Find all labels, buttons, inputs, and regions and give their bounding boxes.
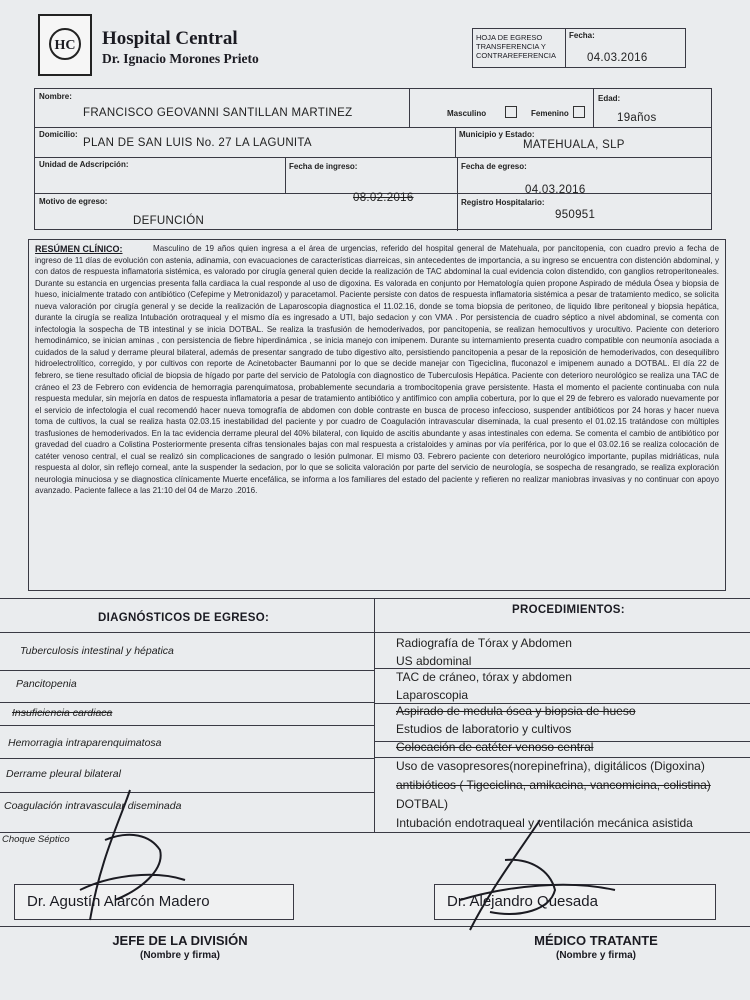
procedure-item: TAC de cráneo, tórax y abdomen [396, 670, 572, 684]
summary-text: Masculino de 19 años quien ingresa a el área de urgencias, referido del hospital general de Matehuala, por pancitopenia, con cuadro previo a fecha de ingreso de 11 días de evolución con astenia, adinamia, con evacuaciones de características diarreicas, sin antecedentes de importancia, a su ingreso se encuentra con distención abdominal, y con datos de respuesta inflamatoria sistémica, es valorado por cirugía general quien decide la realización de TAC abdominal la cual evidencia colon distendido, con ganglios retroperitoneales. Durante su estancia en urgencias presenta falla cardiaca la cual responde al uso de digoxina. Es valorada en conjunto por Hematología quien propone Aspirado de médula Ósea y biopsia de hueso, inicialmente tratado con antibiótico (Cefepime y Metronidazol) y paracetamol. Paciente persiste con datos de respuesta inflamatoria sistémica a pesar de tratamiento medico, se solicita nueva valoración por cirugía general y se decide la realización de Laparoscopia diagnostica el 11.02.16, donde se toma biopsia de peritoneo, de liquido libre peritoneal y biopsia hepática, durante la cirugía se realiza Intubación orotraqueal y el mismo día es ingresado a UTI, bajo sedacion y con VMA . Por persistencia de cuadro séptico a nivel abdominal, se comenta con infectologia la sospecha de TB intestinal y se inicia DOTBAL. Se realiza la trasfusión de hemoderivados, por pancitopenia, se realizan hemocultivos y urocultivo. Paciente con deterioro hemodinámico, se inician aminas , con persistencia de fiebre hiperdinámica , se inicia manejo con imipenem. Durante su internamiento presenta cuadro compatible con neumonía asociada a cuidados de la salud y derrame pleural bilateral, además de presentar sangrado de tubo digestivo alto, persistiendo pancitopenia a pesar de la reposición de hemoderivados, con desequilibro hidroelectrolítico, corregido, y por cultivos con reporte de Acinetobacter Baumanni por lo que se decide manejar con Tigeciclina, fluconazol e imipenem aunado a DOTBAL. El día 22 de febrero, se tiene resultado oficial de biopsia de hígado por parte del servicio de Patología con diagnostico de Tuberculosis Hepática. Paciente con deterioro neurológico se realiza una TAC de cráneo el 23 de Febrero con evidencia de hemorragia parenquimatosa, probablemente secundaria a trombocitopenia grave persistente. Hasta el momento el paciente continuaba con nula respuesta medular, sin mejoría en datos de respuesta inflamatoria a pesar de tratamiento antibiótico y antifímico con amplia cobertura, por lo que el 29 de febrero es valorado nuevamente por el servicio de infectologia el cual recomendó hacer nueva tomografía de abdomen con doble contraste en busca de proceso infeccioso, suspender antibióticos por 24 horas y hacer nueva toma de cultivos, la cual se realiza hasta 02.03.15 inestabilidad del paciente y por cuadro de Coagulación intravascular diseminada, la cual presento el 01.02.15 tratándose con múltiples trasfusiones de hemoderivados. En la tac evidencia derrame pleural del 40% bilateral, con liquido de ascitis abundante y asas intestinales con edema. Se comenta el cambio de antibiótico por gravedad del cuadro a Colistina Posteriormente presenta cifras tensionales bajas con mal respuesta a cristaloides y aminas por vía periférica, por lo que el 03.02.16 se realiza colocación de catéter venoso central, el cual se realizó sin complicaciones de sangrado o lesión pulmonar. El mismo 03. Febrero paciente con deterioro neurológico importante, pupilas midriáticas, nula respuesta al dolor, sin reflejo corneal, ante la suspender la sedacion, por lo que se solicita valoración por parte del servicio de neurología, se sospecha de resangrado, se realiza exploración neurologia minuciosa y se diagnostica clínicamente Muerte encefálica, se informa a los familiares del estado del paciente y refieren no realizar maniobras invasivas y no continuar con apoyo avanzado. Paciente fallece a las 21:10 del 04 de Marzo .2016. [35, 244, 719, 496]
diagnosis-item: Hemorragia intraparenquimatosa [8, 737, 162, 749]
procedure-item: Estudios de laboratorio y cultivos [396, 722, 572, 736]
hospital-logo [38, 14, 92, 76]
right-signer-note: (Nombre y firma) [555, 950, 636, 961]
left-signature-scribble [60, 780, 200, 950]
diagnosis-item: Coagulación intravascular diseminada [4, 800, 182, 812]
municipality-label: Municipio y Estado: [459, 130, 535, 139]
procedure-item: Intubación endotraqueal y ventilación mecánica asistida [396, 816, 693, 830]
name-label: Nombre: [39, 92, 72, 101]
reason-value: DEFUNCIÓN [133, 215, 205, 227]
reason-label: Motivo de egreso: [39, 197, 108, 206]
logo-emblem: HC [49, 28, 81, 60]
procedures-heading: PROCEDIMIENTOS: [512, 604, 625, 616]
date-label: Fecha: [569, 31, 595, 40]
diagnoses-heading: DIAGNÓSTICOS DE EGRESO: [98, 612, 270, 624]
name-value: FRANCISCO GEOVANNI SANTILLAN MARTINEZ [83, 107, 353, 119]
form-type-box [472, 28, 686, 68]
left-signer-note: (Nombre y firma) [139, 950, 220, 961]
diagnosis-item: Pancitopenia [16, 678, 77, 690]
date-value: 04.03.2016 [587, 52, 648, 64]
address-label: Domicilio: [39, 130, 78, 139]
procedure-item: Radiografía de Tórax y Abdomen [396, 636, 572, 650]
diagnosis-item: Insuficiencia cardiaca [12, 707, 113, 719]
procedure-item: Uso de vasopresores(norepinefrina), digitálicos (Digoxina) [396, 759, 705, 773]
right-signer-role: MÉDICO TRATANTE [534, 933, 658, 948]
procedure-item: US abdominal [396, 654, 472, 668]
discharge-value: 04.03.2016 [525, 184, 586, 196]
procedure-item: Laparoscopia [396, 688, 469, 702]
clinical-summary [28, 239, 726, 591]
diagnosis-item: Choque Séptico [2, 834, 70, 845]
unit-label: Unidad de Adscripción: [39, 160, 129, 169]
left-signer-role: JEFE DE LA DIVISIÓN [112, 933, 248, 948]
procedure-item: Colocación de catéter venoso central [396, 740, 594, 754]
female-checkbox [573, 106, 585, 118]
right-signature-scribble [450, 800, 620, 940]
registry-label: Registro Hospitalario: [461, 198, 545, 207]
municipality-value: MATEHUALA, SLP [523, 139, 625, 151]
registry-value: 950951 [555, 209, 596, 221]
diagnosis-item: Derrame pleural bilateral [6, 768, 121, 780]
discharge-label: Fecha de egreso: [461, 162, 527, 171]
patient-data-grid [34, 88, 712, 230]
admission-label: Fecha de ingreso: [289, 162, 358, 171]
summary-heading: RESÚMEN CLÍNICO: [35, 244, 123, 254]
form-type-label: HOJA DE EGRESO TRANSFERENCIA Y CONTRAREFERENCIA [476, 33, 557, 60]
right-signer-name: Dr. Alejandro Quesada [447, 893, 598, 910]
male-checkbox [505, 106, 517, 118]
address-value: PLAN DE SAN LUIS No. 27 LA LAGUNITA [83, 137, 312, 149]
procedure-item: antibióticos ( Tigeciclina, amikacina, vancomicina, colistina) [396, 778, 711, 792]
age-label: Edad: [598, 94, 621, 103]
male-label: Masculino [447, 109, 487, 118]
hospital-name: Hospital Central [102, 28, 238, 49]
left-signer-name: Dr. Agustín Alarcón Madero [27, 893, 210, 910]
admission-value: 08.02.2016 [353, 192, 414, 204]
diagnosis-item: Tuberculosis intestinal y hépatica [20, 645, 174, 657]
female-label: Femenino [531, 109, 569, 118]
procedure-item: Aspirado de medula ósea y biopsia de hueso [396, 704, 636, 718]
hospital-subtitle: Dr. Ignacio Morones Prieto [102, 51, 259, 66]
procedure-item: DOTBAL) [396, 797, 449, 811]
age-value: 19años [617, 112, 657, 124]
